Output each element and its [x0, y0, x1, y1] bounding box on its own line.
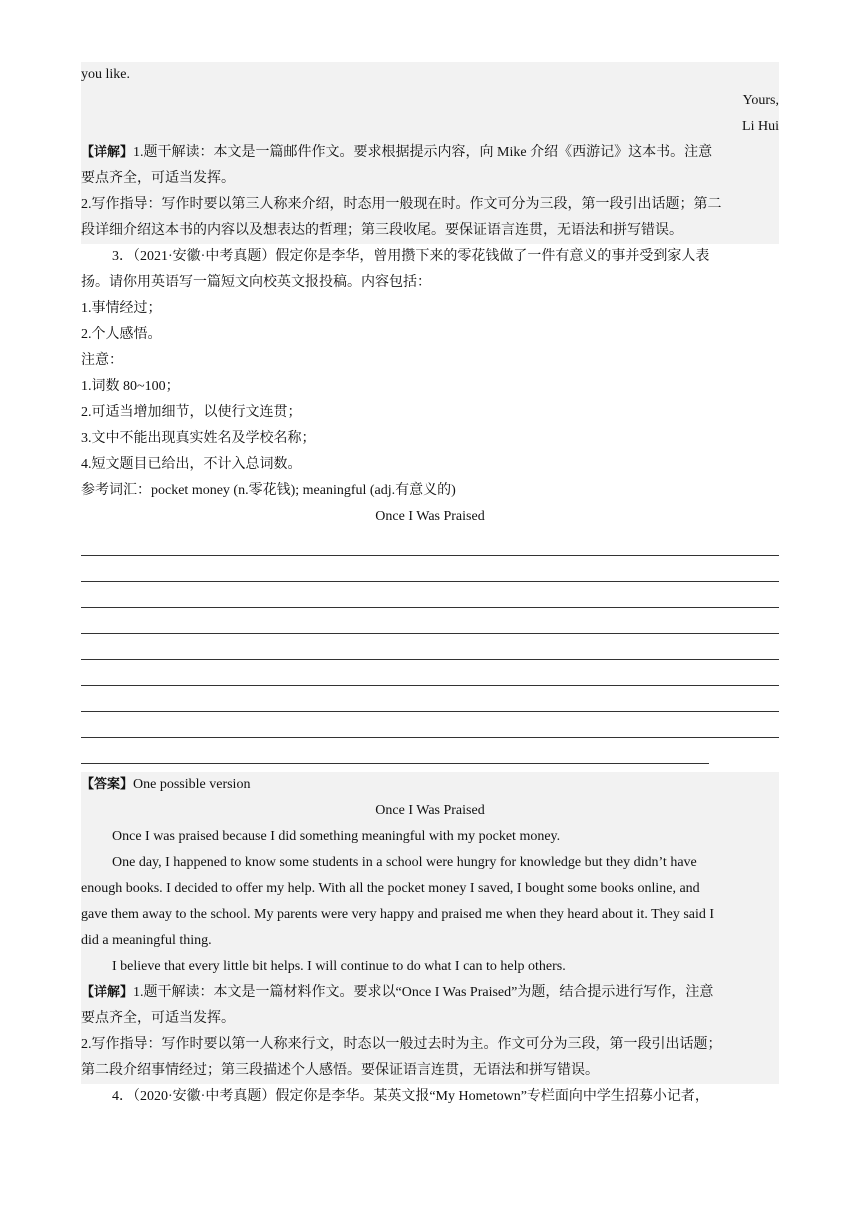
detail-paragraph-line: 2.写作指导：写作时要以第一人称来行文，时态以一般过去时为主。作文可分为三段，第一段引出话题； — [81, 1037, 722, 1052]
detail-paragraph-line: 【详解】1.题干解读：本文是一篇材料作文。要求以“Once I Was Praised”为题，结合提示进行写作，注意 — [81, 985, 714, 1000]
detail-paragraph-line: 段详细介绍这本书的内容以及想表达的哲理；第三段收尾。要保证语言连贯，无语法和拼写错误。 — [81, 223, 683, 238]
detail-paragraph-line: 【详解】1.题干解读：本文是一篇邮件作文。要求根据提示内容，向 Mike 介绍《西游记》这本书。注意 — [81, 145, 713, 160]
notice-item: 2.可适当增加细节，以使行文连贯； — [81, 405, 302, 420]
answer-title: Once I Was Praised — [375, 803, 485, 818]
writing-line — [81, 556, 779, 582]
writing-line — [81, 634, 779, 660]
notice-item: 4.短文题目已给出，不计入总词数。 — [81, 457, 302, 472]
writing-line — [81, 712, 779, 738]
writing-line — [81, 582, 779, 608]
document-page — [81, 0, 779, 1110]
letter-closing: Yours, — [742, 93, 779, 108]
writing-line — [81, 738, 709, 764]
answer-paragraph: Once I was praised because I did something meaningful with my pocket money. — [112, 829, 561, 844]
answer-paragraph-line: gave them away to the school. My parents were very happy and praised me when they heard about it. They said I — [81, 907, 715, 922]
content-point: 1.事情经过； — [81, 301, 162, 316]
answer-heading: 【答案】One possible version — [81, 777, 251, 792]
writing-line — [81, 530, 779, 556]
previous-answer-block — [81, 62, 779, 244]
question-3 — [81, 244, 779, 764]
detail-paragraph-line: 第二段介绍事情经过；第三段描述个人感悟。要保证语言连贯，无语法和拼写错误。 — [81, 1063, 599, 1078]
vocabulary-hint: 参考词汇：pocket money (n.零花钱); meaningful (adj.有意义的) — [81, 483, 456, 498]
question-4 — [81, 1084, 779, 1110]
content-point: 2.个人感悟。 — [81, 327, 162, 342]
detail-tag: 【详解】 — [81, 145, 134, 160]
question-number: 3． — [112, 249, 133, 264]
answer-paragraph: I believe that every little bit helps. I will continue to do what I can to help others. — [112, 959, 566, 974]
notice-heading: 注意： — [81, 353, 123, 368]
answer-tag: 【答案】 — [81, 777, 134, 792]
detail-paragraph-line: 要点齐全，可适当发挥。 — [81, 1011, 235, 1026]
question-stem-line: 扬。请你用英语写一篇短文向校英文报投稿。内容包括： — [81, 275, 431, 290]
letter-end-line: you like. — [81, 67, 130, 82]
writing-line — [81, 608, 779, 634]
question-number: 4． — [112, 1089, 133, 1104]
detail-paragraph-line: 2.写作指导：写作时要以第三人称来介绍，时态用一般现在时。作文可分为三段，第一段引出话题；第二 — [81, 197, 722, 212]
answer-paragraph-line: enough books. I decided to offer my help. With all the pocket money I saved, I bought some books online, and — [81, 881, 700, 896]
detail-paragraph-line: 要点齐全，可适当发挥。 — [81, 171, 235, 186]
notice-item: 1.词数 80~100； — [81, 379, 180, 394]
question-stem-line: 3．（2021·安徽·中考真题）假定你是李华，曾用攒下来的零花钱做了一件有意义的事并受到家人表 — [112, 249, 710, 264]
detail-tag: 【详解】 — [81, 985, 134, 1000]
writing-line — [81, 660, 779, 686]
answer-paragraph: One day, I happened to know some students in a school were hungry for knowledge but they didn’t have — [112, 855, 697, 870]
answer-paragraph-line: did a meaningful thing. — [81, 933, 212, 948]
answer-block — [81, 772, 779, 1084]
writing-line — [81, 686, 779, 712]
letter-signature: Li Hui — [742, 119, 779, 134]
essay-title: Once I Was Praised — [375, 509, 485, 524]
question-stem-line: 4．（2020·安徽·中考真题）假定你是李华。某英文报“My Hometown”专栏面向中学生招募小记者， — [112, 1089, 709, 1104]
notice-item: 3.文中不能出现真实姓名及学校名称； — [81, 431, 316, 446]
writing-area[interactable] — [81, 530, 779, 764]
